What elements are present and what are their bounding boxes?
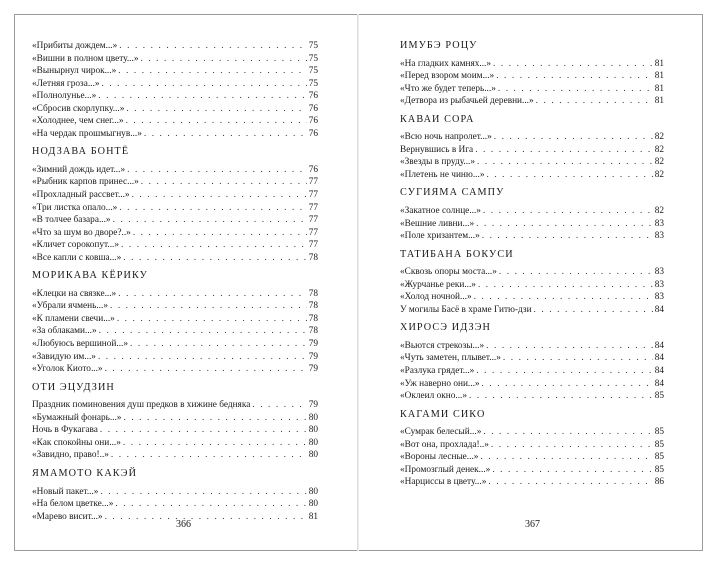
entry-title: «На гладких камнях...» (400, 58, 492, 69)
entry-page-number: 75 (308, 78, 318, 89)
toc-entry (400, 279, 664, 292)
entry-page-number: 85 (654, 439, 664, 450)
toc-entry (32, 239, 318, 252)
right-page-number: 367 (525, 519, 540, 530)
right-page-contents (400, 40, 664, 489)
entry-title: «Уж наверно они...» (400, 378, 480, 389)
entry-title: «На чердак прошмыгнув...» (32, 128, 142, 139)
entry-page-number: 76 (308, 116, 318, 127)
author-heading: ТАТИБАНА БОКУСИ (400, 248, 514, 260)
entry-page-number: 82 (654, 144, 664, 155)
entry-page-number: 78 (308, 252, 318, 263)
toc-entry (400, 340, 664, 353)
toc-entry (400, 439, 664, 452)
entry-page-number: 80 (308, 499, 318, 510)
entry-title: «Уголок Киото...» (32, 364, 103, 375)
entry-page-number: 86 (654, 477, 664, 488)
toc-entry (32, 40, 318, 53)
entry-title: «Вот она, прохлада!..» (400, 439, 489, 450)
entry-page-number: 78 (308, 301, 318, 312)
entry-page-number: 85 (654, 427, 664, 438)
toc-entry (32, 325, 318, 338)
author-heading: ОТИ ЭЦУДЗИН (32, 381, 115, 393)
entry-title: «Промозглый денек...» (400, 464, 491, 475)
entry-title: «Разлука грядет...» (400, 366, 475, 377)
entry-page-number: 80 (308, 486, 318, 497)
entry-title: «Убрали ячмень...» (32, 301, 108, 312)
entry-title: «Оклеил окно...» (400, 391, 467, 402)
author-heading: СУГИЯМА САМПУ (400, 187, 505, 199)
entry-title: «На белом цветке...» (32, 499, 114, 510)
toc-entry (32, 486, 318, 499)
entry-page-number: 75 (308, 66, 318, 77)
dot-leader (482, 230, 653, 243)
toc-entry (32, 202, 318, 215)
entry-title: «Вороны лесные...» (400, 452, 479, 463)
dot-leader (476, 218, 653, 231)
entry-page-number: 81 (654, 83, 664, 94)
dot-leader (499, 266, 653, 279)
dot-leader (474, 291, 653, 304)
dot-leader (492, 464, 652, 477)
entry-title: «Вишни в полном цвету...» (32, 53, 139, 64)
dot-leader (130, 338, 307, 351)
dot-leader (123, 412, 306, 425)
entry-page-number: 82 (654, 169, 664, 180)
author-heading: КАГАМИ СИКО (400, 408, 486, 420)
author-heading: ЯМАМОТО КАКЭЙ (32, 467, 138, 479)
dot-leader (126, 103, 306, 116)
entry-page-number: 81 (654, 71, 664, 82)
entry-title: «Журчанье реки...» (400, 279, 476, 290)
entry-page-number: 78 (308, 313, 318, 324)
dot-leader (118, 288, 306, 301)
dot-leader (488, 476, 652, 489)
entry-title: «Прохладный рассвет...» (32, 190, 130, 201)
dot-leader (480, 451, 652, 464)
toc-entry (32, 128, 318, 141)
entry-page-number: 85 (654, 391, 664, 402)
toc-entry (400, 451, 664, 464)
toc-entry (400, 230, 664, 243)
dot-leader (105, 363, 307, 376)
dot-leader (123, 252, 306, 265)
entry-page-number: 79 (308, 351, 318, 362)
toc-entry (400, 83, 664, 96)
entry-page-number: 77 (308, 177, 318, 188)
dot-leader (483, 205, 653, 218)
toc-entry (32, 53, 318, 66)
dot-leader (536, 95, 653, 108)
dot-leader (498, 83, 653, 96)
dot-leader (119, 40, 306, 53)
dot-leader (534, 304, 653, 317)
author-heading: ХИРОСЭ ИДЗЭН (400, 322, 491, 334)
toc-entry (400, 205, 664, 218)
entry-page-number: 84 (654, 366, 664, 377)
entry-page-number: 83 (654, 279, 664, 290)
entry-page-number: 76 (308, 128, 318, 139)
dot-leader (133, 227, 307, 240)
entry-title: «За облаками...» (32, 326, 97, 337)
entry-title: «Сквозь опоры моста...» (400, 267, 497, 278)
toc-entry (400, 169, 664, 182)
entry-title: «Как спокойны они...» (32, 437, 121, 448)
toc-entry (32, 363, 318, 376)
dot-leader (101, 78, 306, 91)
entry-page-number: 76 (308, 91, 318, 102)
toc-entry (32, 90, 318, 103)
toc-entry (32, 412, 318, 425)
toc-entry (32, 313, 318, 326)
entry-title: «Закатное солнце...» (400, 206, 481, 217)
toc-entry (32, 65, 318, 78)
entry-title: «Чуть заметен, плывет...» (400, 353, 501, 364)
toc-entry (400, 131, 664, 144)
dot-leader (475, 144, 653, 157)
toc-entry (400, 378, 664, 391)
entry-title: «Летняя гроза...» (32, 78, 100, 89)
dot-leader (119, 202, 306, 215)
toc-entry (400, 464, 664, 477)
entry-title: «Поле хризантем...» (400, 231, 480, 242)
entry-title: «Бумажный фонарь...» (32, 412, 122, 423)
entry-page-number: 75 (308, 41, 318, 51)
author-heading: КАВАИ СОРА (400, 113, 475, 125)
entry-title: «Детвора из рыбачьей деревни...» (400, 96, 534, 107)
dot-leader (486, 340, 653, 353)
entry-page-number: 82 (654, 132, 664, 143)
entry-page-number: 85 (654, 464, 664, 475)
entry-title: «Что же будет теперь...» (400, 83, 496, 94)
entry-title: «Перед взором моим...» (400, 71, 495, 82)
entry-title: «Зимний дождь идет...» (32, 164, 126, 175)
entry-page-number: 85 (654, 452, 664, 463)
entry-page-number: 80 (308, 450, 318, 461)
toc-entry (32, 338, 318, 351)
entry-title: «Вьются стрекозы...» (400, 340, 485, 351)
dot-leader (115, 498, 306, 511)
dot-leader (483, 426, 652, 439)
entry-title: Ночь в Фукагава (32, 425, 98, 436)
dot-leader (144, 128, 307, 141)
dot-leader (486, 169, 652, 182)
toc-entry (32, 424, 318, 437)
entry-page-number: 76 (308, 164, 318, 175)
dot-leader (477, 156, 653, 169)
dot-leader (99, 325, 307, 338)
author-heading: НОДЗАВА БОНТЁ (32, 146, 130, 158)
entry-page-number: 81 (654, 58, 664, 69)
toc-entry (32, 214, 318, 227)
dot-leader (252, 399, 306, 412)
dot-leader (110, 300, 307, 313)
entry-page-number: 75 (308, 53, 318, 64)
dot-leader (140, 53, 306, 66)
toc-entry (400, 266, 664, 279)
toc-entry (400, 58, 664, 71)
dot-leader (493, 58, 653, 71)
toc-entry (32, 227, 318, 240)
entry-page-number: 79 (308, 339, 318, 350)
toc-entry (400, 352, 664, 365)
toc-entry (32, 498, 318, 511)
dot-leader (503, 352, 653, 365)
author-heading: ИМУБЭ РОЦУ (400, 40, 478, 51)
entry-page-number: 77 (308, 215, 318, 226)
toc-entry (400, 426, 664, 439)
dot-leader (478, 279, 653, 292)
entry-title: «Новый пакет...» (32, 486, 99, 497)
entry-page-number: 77 (308, 240, 318, 251)
entry-title: Вернувшись в Ига (400, 144, 474, 155)
entry-title: У могилы Басё в храме Гитю-дзи (400, 304, 532, 315)
toc-entry (32, 300, 318, 313)
entry-title: «Завидно, право!..» (32, 450, 109, 461)
entry-page-number: 83 (654, 218, 664, 229)
entry-title: «В толчее базара...» (32, 215, 111, 226)
entry-title: «Любуюсь вершиной...» (32, 339, 129, 350)
entry-page-number: 84 (654, 378, 664, 389)
entry-title: «Звезды в пруду...» (400, 157, 476, 168)
dot-leader (126, 115, 307, 128)
entry-title: «Полнолунье...» (32, 91, 97, 102)
dot-leader (476, 365, 652, 378)
dot-leader (100, 424, 307, 437)
dot-leader (482, 378, 653, 391)
dot-leader (111, 449, 307, 462)
entry-title: «Марево висит...» (32, 511, 103, 522)
entry-title: «Вынырнул чирок...» (32, 66, 117, 77)
entry-title: «Завидую им...» (32, 351, 96, 362)
left-page-number: 366 (176, 519, 191, 530)
toc-entry (400, 476, 664, 489)
toc-entry (32, 399, 318, 412)
entry-title: Праздник поминовения душ предков в хижине бедняка (32, 400, 251, 411)
toc-entry (32, 351, 318, 364)
entry-title: «Сумрак белесый...» (400, 427, 482, 438)
entry-title: «Что за шум во дворе?..» (32, 227, 131, 238)
entry-page-number: 76 (308, 103, 318, 114)
entry-page-number: 80 (308, 412, 318, 423)
toc-entry (400, 70, 664, 83)
entry-page-number: 77 (308, 202, 318, 213)
entry-title: «Холод ночной...» (400, 292, 472, 303)
dot-leader (141, 176, 307, 189)
toc-entry (400, 365, 664, 378)
entry-title: «Прибиты дождем...» (32, 41, 118, 51)
toc-entry (32, 449, 318, 462)
entry-title: «Холоднее, чем снег...» (32, 116, 124, 127)
dot-leader (113, 214, 307, 227)
dot-leader (123, 437, 307, 450)
toc-entry (400, 156, 664, 169)
left-page-contents (32, 40, 318, 523)
book-spine (357, 14, 359, 551)
toc-entry (32, 78, 318, 91)
dot-leader (494, 131, 653, 144)
entry-title: «Сбросив скорлупку...» (32, 103, 125, 114)
toc-entry (400, 144, 664, 157)
entry-page-number: 84 (654, 353, 664, 364)
toc-entry (32, 176, 318, 189)
entry-page-number: 79 (308, 364, 318, 375)
entry-page-number: 82 (654, 157, 664, 168)
dot-leader (127, 164, 307, 177)
author-heading: МОРИКАВА КЁРИКУ (32, 270, 148, 282)
toc-entry (400, 291, 664, 304)
dot-leader (469, 390, 653, 403)
dot-leader (117, 313, 307, 326)
entry-page-number: 78 (308, 326, 318, 337)
dot-leader (496, 70, 653, 83)
entry-title: «Клецки на связке...» (32, 288, 117, 299)
entry-title: «К пламени свечи...» (32, 313, 115, 324)
entry-page-number: 84 (654, 304, 664, 315)
entry-title: «Вешние ливни...» (400, 218, 475, 229)
toc-entry (32, 164, 318, 177)
entry-page-number: 78 (308, 288, 318, 299)
dot-leader (132, 189, 307, 202)
entry-page-number: 81 (308, 511, 318, 522)
entry-page-number: 83 (654, 231, 664, 242)
entry-title: «Плетень не чиню...» (400, 169, 485, 180)
entry-page-number: 79 (308, 400, 318, 411)
entry-page-number: 80 (308, 437, 318, 448)
toc-entry (32, 103, 318, 116)
toc-entry (400, 304, 664, 317)
dot-leader (98, 351, 307, 364)
toc-entry (32, 189, 318, 202)
toc-entry (32, 437, 318, 450)
toc-entry (32, 288, 318, 301)
entry-page-number: 84 (654, 340, 664, 351)
entry-page-number: 77 (308, 227, 318, 238)
dot-leader (491, 439, 653, 452)
toc-entry (32, 511, 318, 524)
entry-title: «Три листка опало...» (32, 202, 118, 213)
dot-leader (118, 65, 306, 78)
toc-entry (32, 252, 318, 265)
toc-entry (400, 390, 664, 403)
entry-title: «Рыбник карпов принес...» (32, 177, 139, 188)
dot-leader (98, 90, 306, 103)
entry-page-number: 77 (308, 190, 318, 201)
dot-leader (100, 486, 306, 499)
entry-title: «Кличет сорокопут...» (32, 240, 120, 251)
dot-leader (121, 239, 307, 252)
entry-title: «Всю ночь напролет...» (400, 132, 492, 143)
entry-page-number: 80 (308, 425, 318, 436)
entry-title: «Нарциссы в цвету...» (400, 477, 487, 488)
entry-page-number: 81 (654, 96, 664, 107)
entry-page-number: 83 (654, 267, 664, 278)
dot-leader (105, 511, 307, 524)
toc-entry (400, 218, 664, 231)
entry-title: «Все капли с ковша...» (32, 252, 122, 263)
toc-entry (400, 95, 664, 108)
entry-page-number: 83 (654, 292, 664, 303)
toc-entry (32, 115, 318, 128)
entry-page-number: 82 (654, 206, 664, 217)
